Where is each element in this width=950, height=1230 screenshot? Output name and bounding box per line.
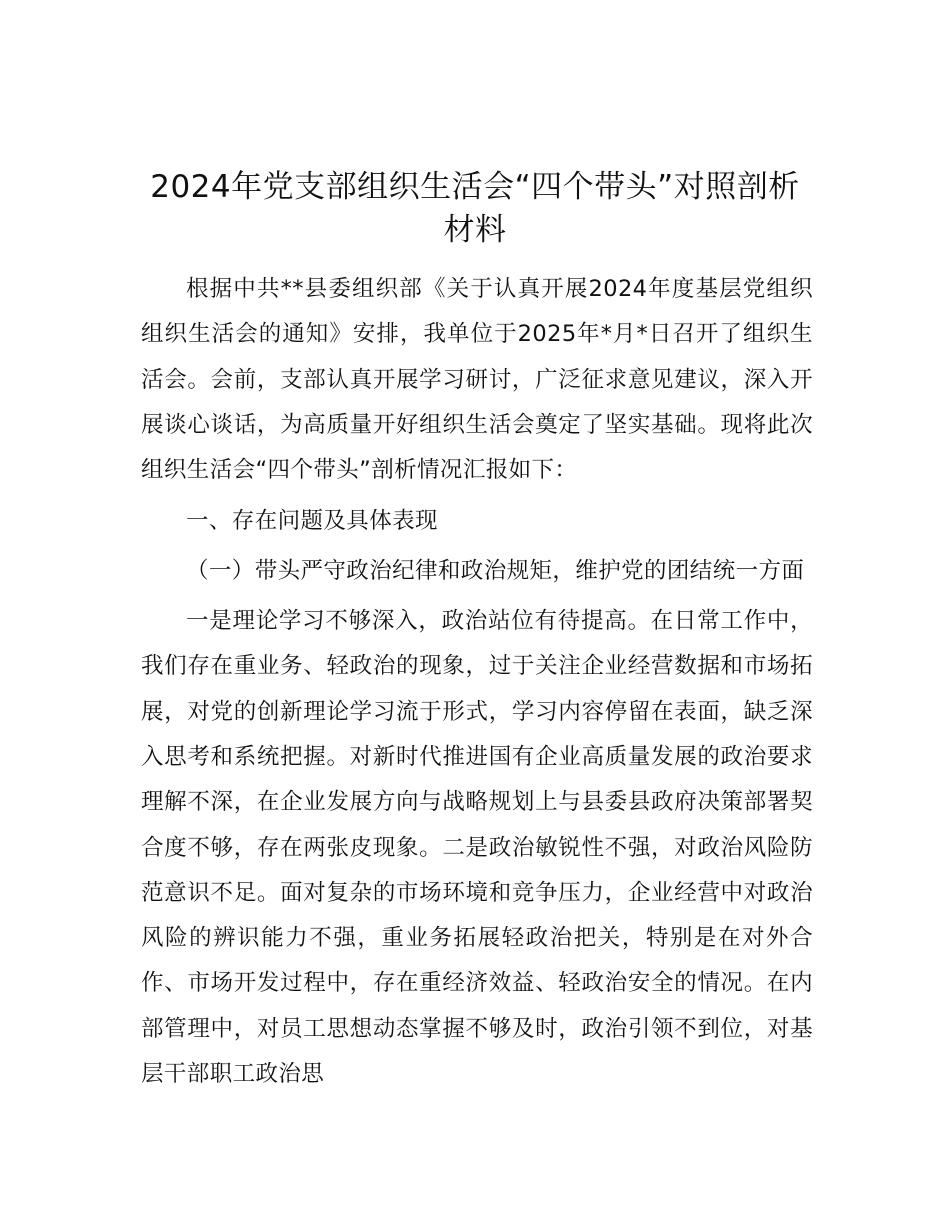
section-heading-1: 一、存在问题及具体表现 xyxy=(186,508,438,535)
subsection-heading-1: （一）带头严守政治纪律和政治规矩，维护党的团结统一方面 xyxy=(186,557,805,584)
document-body xyxy=(141,267,813,1097)
document-title: 2024年党支部组织生活会“四个带头”对照剖析材料 xyxy=(150,169,800,248)
intro-paragraph: 根据中共**县委组织部《关于认真开展2024年度基层党组织组织生活会的通知》安排，我单位于2025年*月*日召开了组织生活会。会前，支部认真开展学习研讨，广泛征求意见建议，深入开展谈心谈话，为高质量开好组织生活会奠定了坚实基础。现将此次组织生活会“四个带头”剖析情况汇报如下： xyxy=(141,276,813,484)
body-paragraph-1: 一是理论学习不够深入，政治站位有待提高。在日常工作中，我们存在重业务、轻政治的现象，过于关注企业经营数据和市场拓展，对党的创新理论学习流于形式，学习内容停留在表面，缺乏深入思考和系统把握。对新时代推进国有企业高质量发展的政治要求理解不深，在企业发展方向与战略规划上与县委县政府决策部署契合度不够，存在两张皮现象。二是政治敏锐性不强，对政治风险防范意识不足。面对复杂的市场环境和竞争压力，企业经营中对政治风险的辨识能力不强，重业务拓展轻政治把关，特别是在对外合作、市场开发过程中，存在重经济效益、轻政治安全的情况。在内部管理中，对员工思想动态掌握不够及时，政治引领不到位，对基层干部职工政治思 xyxy=(141,608,813,1088)
